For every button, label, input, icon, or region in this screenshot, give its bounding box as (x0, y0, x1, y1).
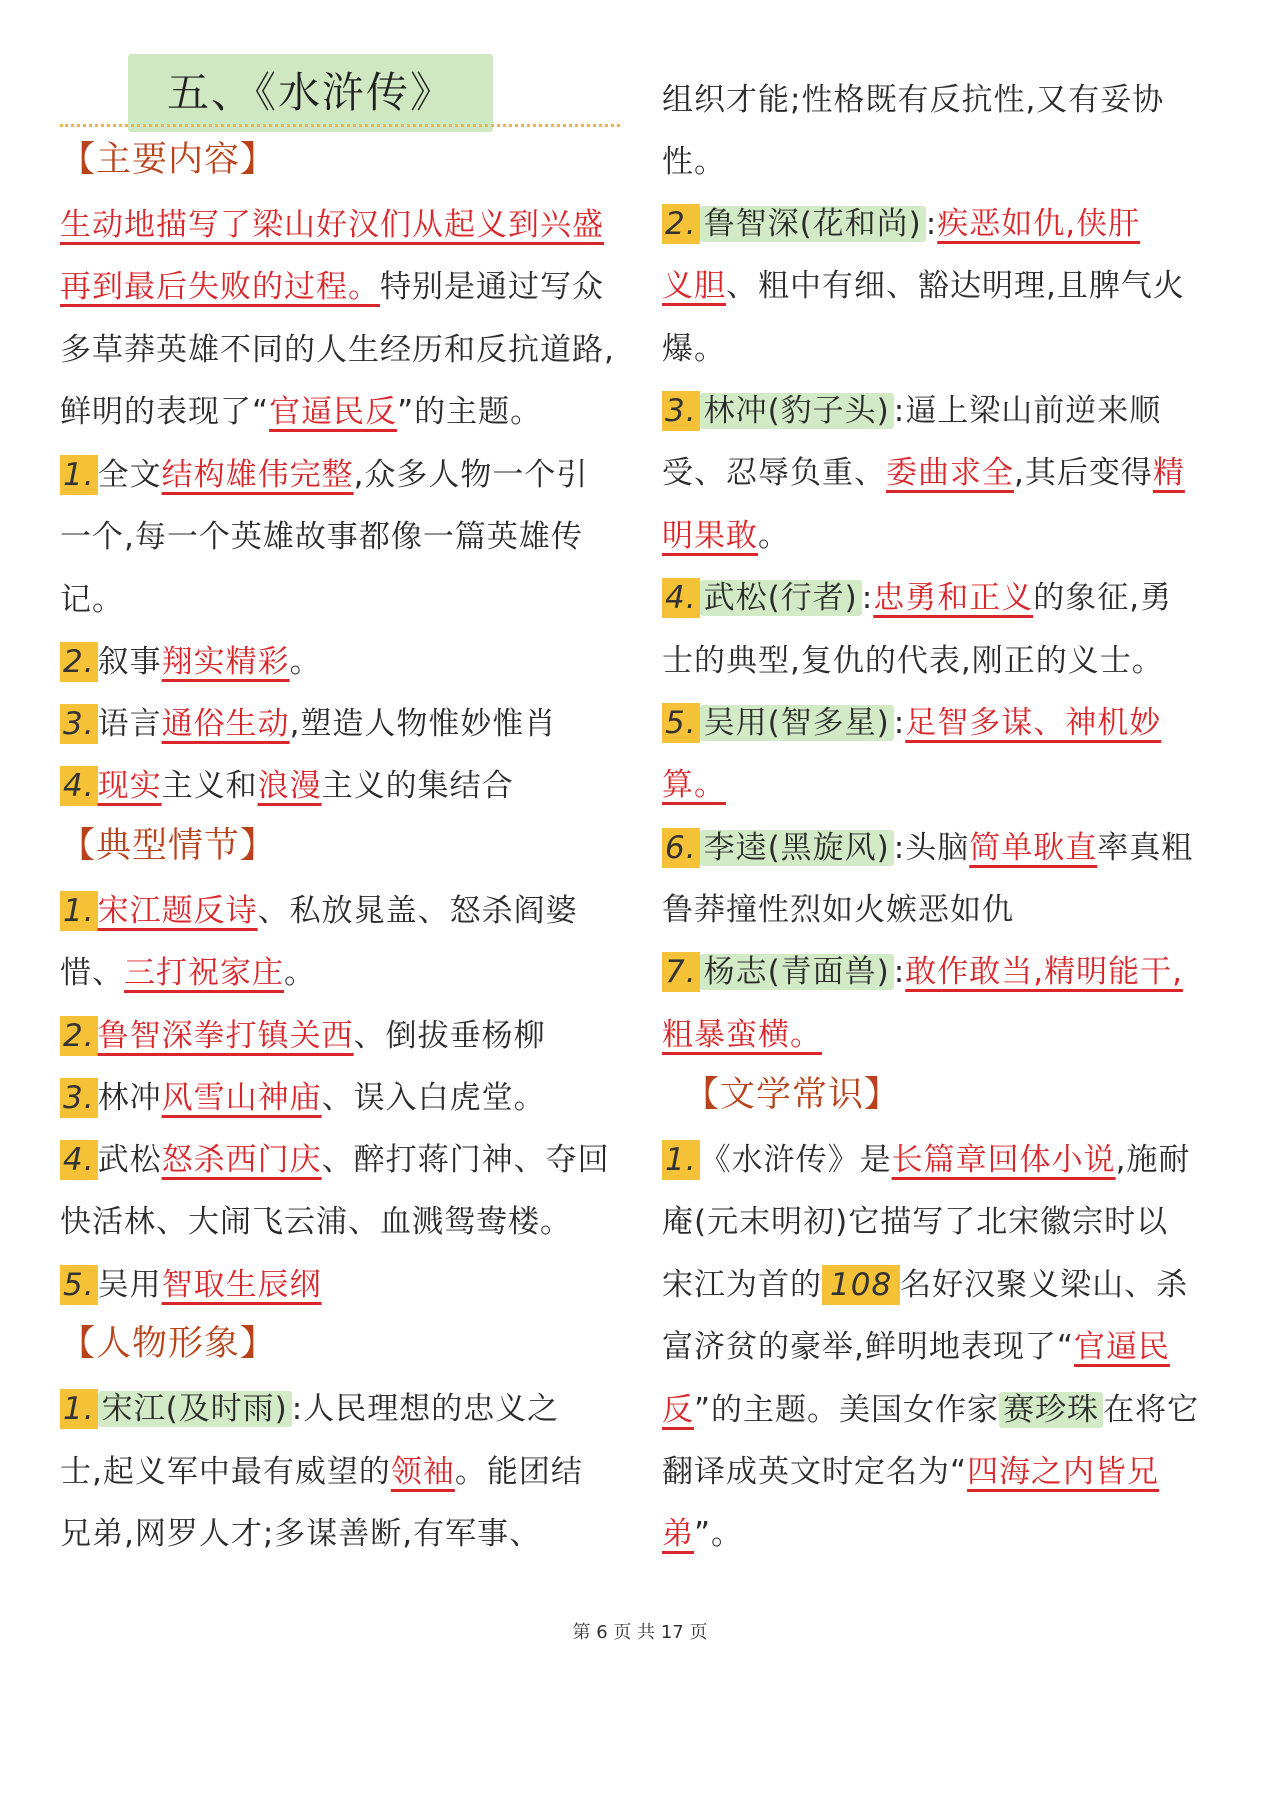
number-badge: 5. (662, 703, 700, 743)
plot-1-line-2: 惜、三打祝家庄。 (60, 955, 316, 991)
heading-main-content: 【主要内容】 (60, 140, 277, 180)
number-108-badge: 108 (822, 1265, 900, 1305)
character-5-line-2: 算。 (662, 767, 726, 803)
character-name-wu-song: 武松(行者) (700, 580, 862, 616)
character-1-line-5: 性。 (662, 144, 726, 180)
main-line-2: 再到最后失败的过程。特别是通过写众 (60, 269, 604, 305)
plot-4-line-2: 快活林、大闹飞云浦、血溅鸳鸯楼。 (60, 1204, 572, 1240)
plot-5: 5.吴用智取生辰纲 (60, 1265, 322, 1305)
number-badge: 4. (60, 1140, 98, 1180)
character-name-li-kui: 李逵(黑旋风) (700, 830, 894, 866)
character-2-line-2: 义胆、粗中有细、豁达明理,且脾气火 (662, 268, 1185, 304)
character-4-line-2: 士的典型,复仇的代表,刚正的义士。 (662, 643, 1164, 679)
title-divider (60, 124, 620, 127)
character-1-line-2: 士,起义军中最有威望的领袖。能团结 (60, 1454, 583, 1490)
main-line-3: 多草莽英雄不同的人生经历和反抗道路, (60, 332, 615, 368)
plot-3: 3.林冲风雪山神庙、误入白虎堂。 (60, 1078, 546, 1118)
character-name-wu-yong: 吴用(智多星) (700, 705, 894, 741)
character-1: 1. 宋江(及时雨) :人民理想的忠义之 (60, 1389, 559, 1429)
character-1-line-3: 兄弟,网罗人才;多谋善断,有军事、 (60, 1516, 542, 1552)
character-2-line-3: 爆。 (662, 331, 726, 367)
heading-character-images: 【人物形象】 (60, 1324, 277, 1364)
number-badge: 7. (662, 952, 700, 992)
number-badge: 3. (662, 391, 700, 431)
author-name-pearl-buck: 赛珍珠 (999, 1392, 1103, 1428)
number-badge: 4. (60, 766, 98, 806)
literary-1-line-4: 富济贫的豪举,鲜明地表现了“官逼民 (662, 1329, 1170, 1365)
character-name-lu-zhishen: 鲁智深(花和尚) (700, 206, 926, 242)
number-badge: 3. (60, 1078, 98, 1118)
character-3-line-3: 明果敢。 (662, 518, 790, 554)
number-badge: 2. (60, 642, 98, 682)
number-badge: 6. (662, 828, 700, 868)
heading-typical-plots: 【典型情节】 (60, 826, 277, 866)
literary-1-line-6: 翻译成英文时定名为“四海之内皆兄 (662, 1454, 1160, 1490)
plot-2: 2.鲁智深拳打镇关西、倒拔垂杨柳 (60, 1016, 546, 1056)
character-3: 3. 林冲(豹子头) :逼上梁山前逆来顺 (662, 391, 1161, 431)
character-name-lin-chong: 林冲(豹子头) (700, 393, 894, 429)
character-1-line-4: 组织才能;性格既有反抗性,又有妥协 (662, 82, 1165, 118)
character-6-line-2: 鲁莽撞性烈如火嫉恶如仇 (662, 892, 1014, 928)
number-badge: 1. (662, 1140, 700, 1180)
character-2: 2. 鲁智深(花和尚) :疾恶如仇,侠肝 (662, 204, 1140, 244)
character-4: 4. 武松(行者) :忠勇和正义的象征,勇 (662, 578, 1172, 618)
plot-4: 4.武松怒杀西门庆、醉打蒋门神、夺回 (60, 1140, 610, 1180)
character-5: 5. 吴用(智多星) :足智多谋、神机妙 (662, 703, 1161, 743)
number-badge: 1. (60, 891, 98, 931)
literary-1-line-5: 反”的主题。美国女作家 赛珍珠 在将它 (662, 1392, 1200, 1428)
character-7: 7. 杨志(青面兽) :敢作敢当,精明能干, (662, 952, 1183, 992)
point-4: 4.现实主义和浪漫主义的集结合 (60, 766, 514, 806)
point-1-line-3: 记。 (60, 582, 124, 618)
character-3-line-2: 受、忍辱负重、委曲求全,其后变得精 (662, 455, 1185, 491)
literary-1-line-3: 宋江为首的 108 名好汉聚义梁山、杀 (662, 1267, 1189, 1303)
character-name-yang-zhi: 杨志(青面兽) (700, 954, 894, 990)
heading-literary-knowledge: 【文学常识】 (684, 1075, 901, 1115)
point-1: 1.全文结构雄伟完整,众多人物一个引 (60, 455, 588, 495)
page-title: 五、《水浒传》 (166, 68, 454, 117)
literary-1-line-2: 庵(元末明初)它描写了北宋徽宗时以 (662, 1204, 1169, 1240)
number-badge: 1. (60, 1389, 98, 1429)
number-badge: 5. (60, 1265, 98, 1305)
literary-1-line-7: 弟”。 (662, 1516, 744, 1552)
point-2: 2.叙事翔实精彩。 (60, 642, 322, 682)
main-line-1: 生动地描写了梁山好汉们从起义到兴盛 (60, 207, 604, 243)
number-badge: 4. (662, 578, 700, 618)
point-1-line-2: 一个,每一个英雄故事都像一篇英雄传 (60, 519, 583, 555)
number-badge: 2. (60, 1016, 98, 1056)
number-badge: 3. (60, 704, 98, 744)
number-badge: 1. (60, 455, 98, 495)
character-7-line-2: 粗暴蛮横。 (662, 1017, 822, 1053)
main-line-4: 鲜明的表现了“官逼民反”的主题。 (60, 394, 543, 430)
point-3: 3.语言通俗生动,塑造人物惟妙惟肖 (60, 704, 556, 744)
plot-1: 1.宋江题反诗、私放晁盖、怒杀阎婆 (60, 891, 578, 931)
number-badge: 2. (662, 204, 700, 244)
character-6: 6. 李逵(黑旋风) :头脑简单耿直率真粗 (662, 828, 1193, 868)
page-number-footer: 第 6 页 共 17 页 (572, 1622, 708, 1643)
literary-1: 1.《水浒传》是长篇章回体小说,施耐 (662, 1140, 1190, 1180)
character-name-song-jiang: 宋江(及时雨) (98, 1391, 292, 1427)
